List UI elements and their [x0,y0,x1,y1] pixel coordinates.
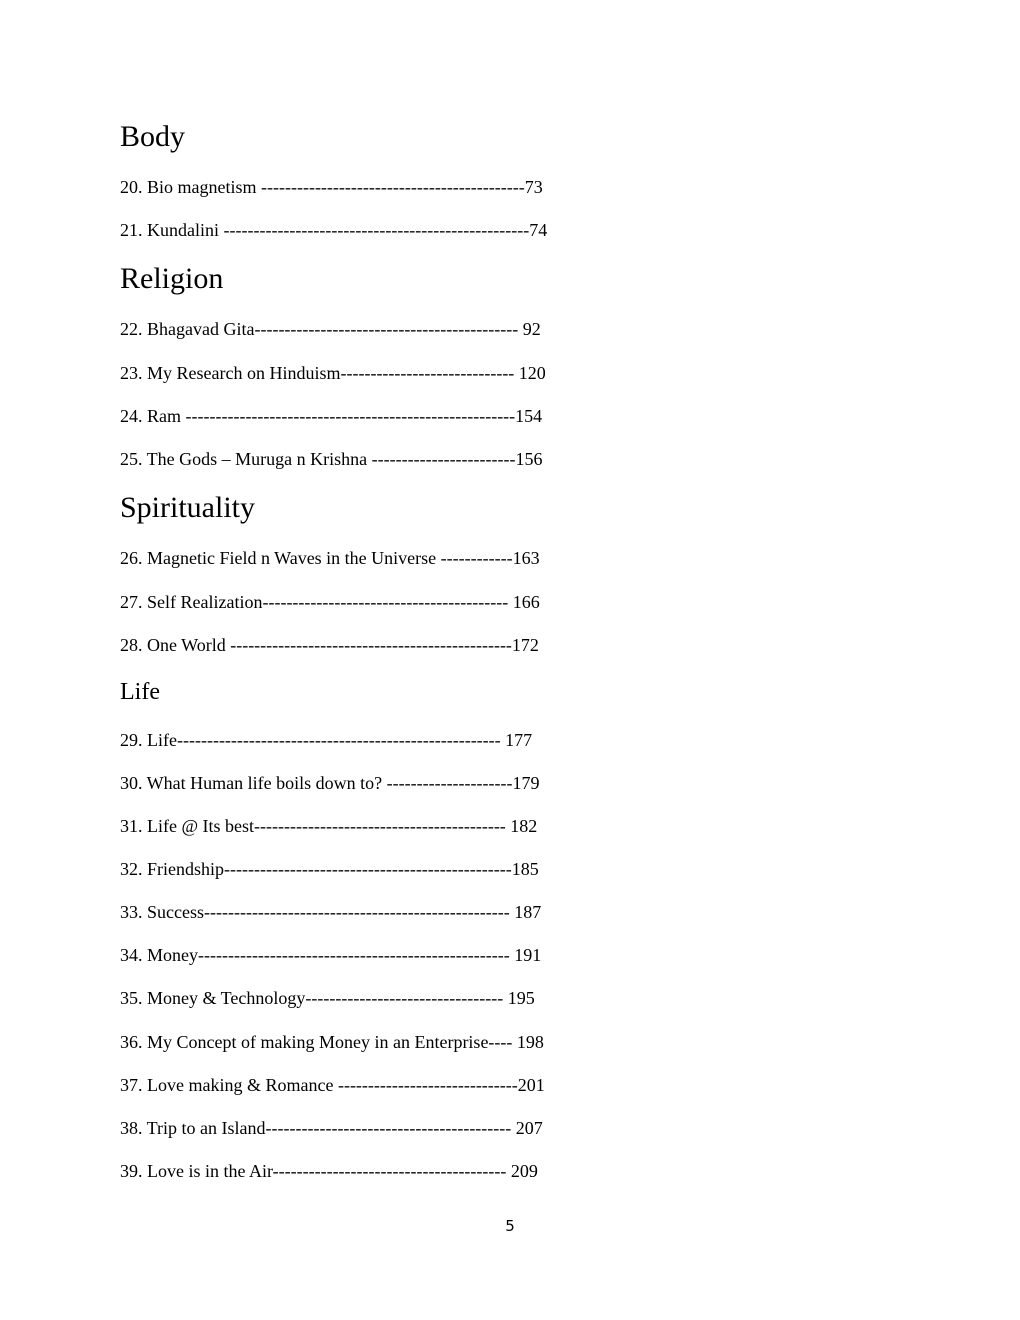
section-heading-life: Life [120,679,160,705]
toc-entry: 20. Bio magnetism --------------------------------------------73 [120,177,543,197]
toc-entry: 25. The Gods – Muruga n Krishna ------------------------156 [120,449,543,469]
toc-entry: 21. Kundalini ---------------------------------------------------74 [120,220,548,240]
toc-entry: 22. Bhagavad Gita-------------------------------------------- 92 [120,319,541,339]
toc-entry: 24. Ram -------------------------------------------------------154 [120,406,543,426]
toc-entry: 36. My Concept of making Money in an Enterprise---- 198 [120,1032,544,1052]
toc-entry: 28. One World -----------------------------------------------172 [120,635,539,655]
toc-entry: 35. Money & Technology--------------------------------- 195 [120,988,535,1008]
toc-entry: 29. Life------------------------------------------------------ 177 [120,730,533,750]
toc-entry: 32. Friendship------------------------------------------------185 [120,859,539,879]
page-number: 5 [505,1217,515,1235]
toc-entry: 34. Money---------------------------------------------------- 191 [120,945,542,965]
toc-entry: 38. Trip to an Island----------------------------------------- 207 [120,1118,543,1138]
toc-entry: 39. Love is in the Air--------------------------------------- 209 [120,1161,538,1181]
toc-entry: 33. Success--------------------------------------------------- 187 [120,902,542,922]
toc-entry: 23. My Research on Hinduism----------------------------- 120 [120,363,546,383]
toc-entry: 31. Life @ Its best------------------------------------------ 182 [120,816,538,836]
toc-entry: 37. Love making & Romance ------------------------------201 [120,1075,545,1095]
section-heading-body: Body [120,120,186,153]
section-heading-religion: Religion [120,262,224,295]
toc-entry: 26. Magnetic Field n Waves in the Universe ------------163 [120,548,540,568]
toc-entry: 30. What Human life boils down to? ---------------------179 [120,773,540,793]
section-heading-spirituality: Spirituality [120,491,255,524]
toc-entry: 27. Self Realization----------------------------------------- 166 [120,592,540,612]
